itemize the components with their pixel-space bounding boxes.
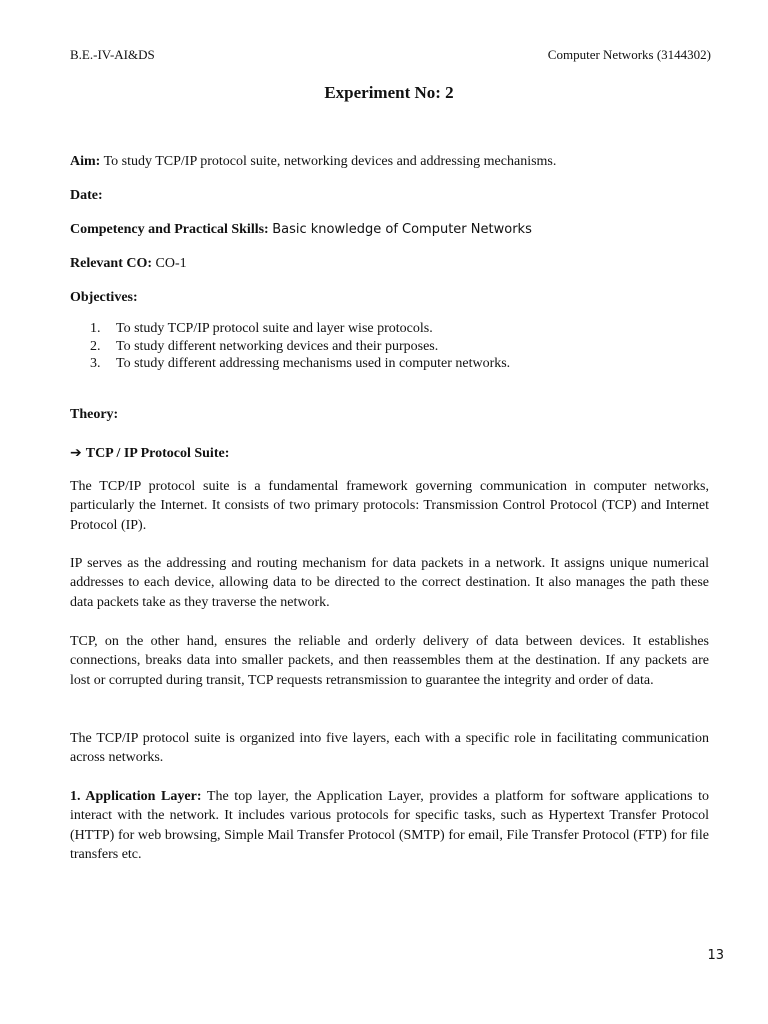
list-item-text: To study different addressing mechanisms used in computer networks. [116,356,511,371]
relevant-co-text: CO-1 [155,256,187,271]
experiment-title: Experiment No: 2 [324,83,454,102]
objectives-label: Objectives: [70,290,138,305]
aim-label: Aim: [70,154,101,169]
list-item-number: 3. [90,356,101,371]
competency-text: Basic knowledge of Computer Networks [272,222,532,237]
application-layer-label: 1. Application Layer: [70,789,202,804]
competency-line [70,221,532,239]
header-course: B.E.-IV-AI&DS [70,47,155,62]
right-arrow-icon: ➔ [70,445,82,461]
theory-label: Theory: [70,407,119,422]
page-number: 13 [707,948,724,963]
aim-line [70,153,556,171]
list-item [90,338,510,356]
header-subject: Computer Networks (3144302) [547,47,711,62]
list-item-text: To study different networking devices and their purposes. [116,338,439,354]
application-layer-paragraph [70,787,709,864]
list-item-text: To study TCP/IP protocol suite and layer wise protocols. [116,321,433,336]
list-item [90,355,510,373]
application-layer-text: The top layer, the Application Layer, provides a platform for software applications to interact with the network. It includes various protocols for specific tasks, such as Hypertext Transfer Protocol (HTTP) for web browsing, Simple Mail Transfer Protocol (SMTP) for email, File Transfer Protocol (FTP) for file transfers etc. [70,789,710,862]
date-label: Date: [70,188,103,203]
list-item-number: 2. [90,338,101,354]
competency-label: Competency and Practical Skills: [70,222,269,237]
relevant-co-label: Relevant CO: [70,256,153,271]
list-item [90,320,510,338]
objectives-list [90,320,510,373]
paragraph: TCP, on the other hand, ensures the reliable and orderly delivery of data between devices. It establishes connections, breaks data into smaller packets, and then reassembles them at the destination. If any packets are lost or corrupted during transit, TCP requests retransmission to guarantee the integrity and order of data. [70,634,709,688]
paragraph: IP serves as the addressing and routing mechanism for data packets in a network. It assigns unique numerical addresses to each device, allowing data to be directed to the correct destination. It also manages the path these data packets take as they traverse the network. [70,556,709,610]
list-item-number: 1. [90,321,101,336]
aim-text: To study TCP/IP protocol suite, networking devices and addressing mechanisms. [103,154,557,169]
paragraph: The TCP/IP protocol suite is organized into five layers, each with a specific role in facilitating communication across networks. [70,731,709,766]
relevant-co-line [70,255,187,273]
section-heading [70,444,229,463]
paragraph: The TCP/IP protocol suite is a fundamental framework governing communication in computer networks, particularly the Internet. It consists of two primary protocols: Transmission Control Protocol (TCP) and Internet Protocol (IP). [70,479,709,533]
section-heading-text: TCP / IP Protocol Suite: [85,446,230,461]
